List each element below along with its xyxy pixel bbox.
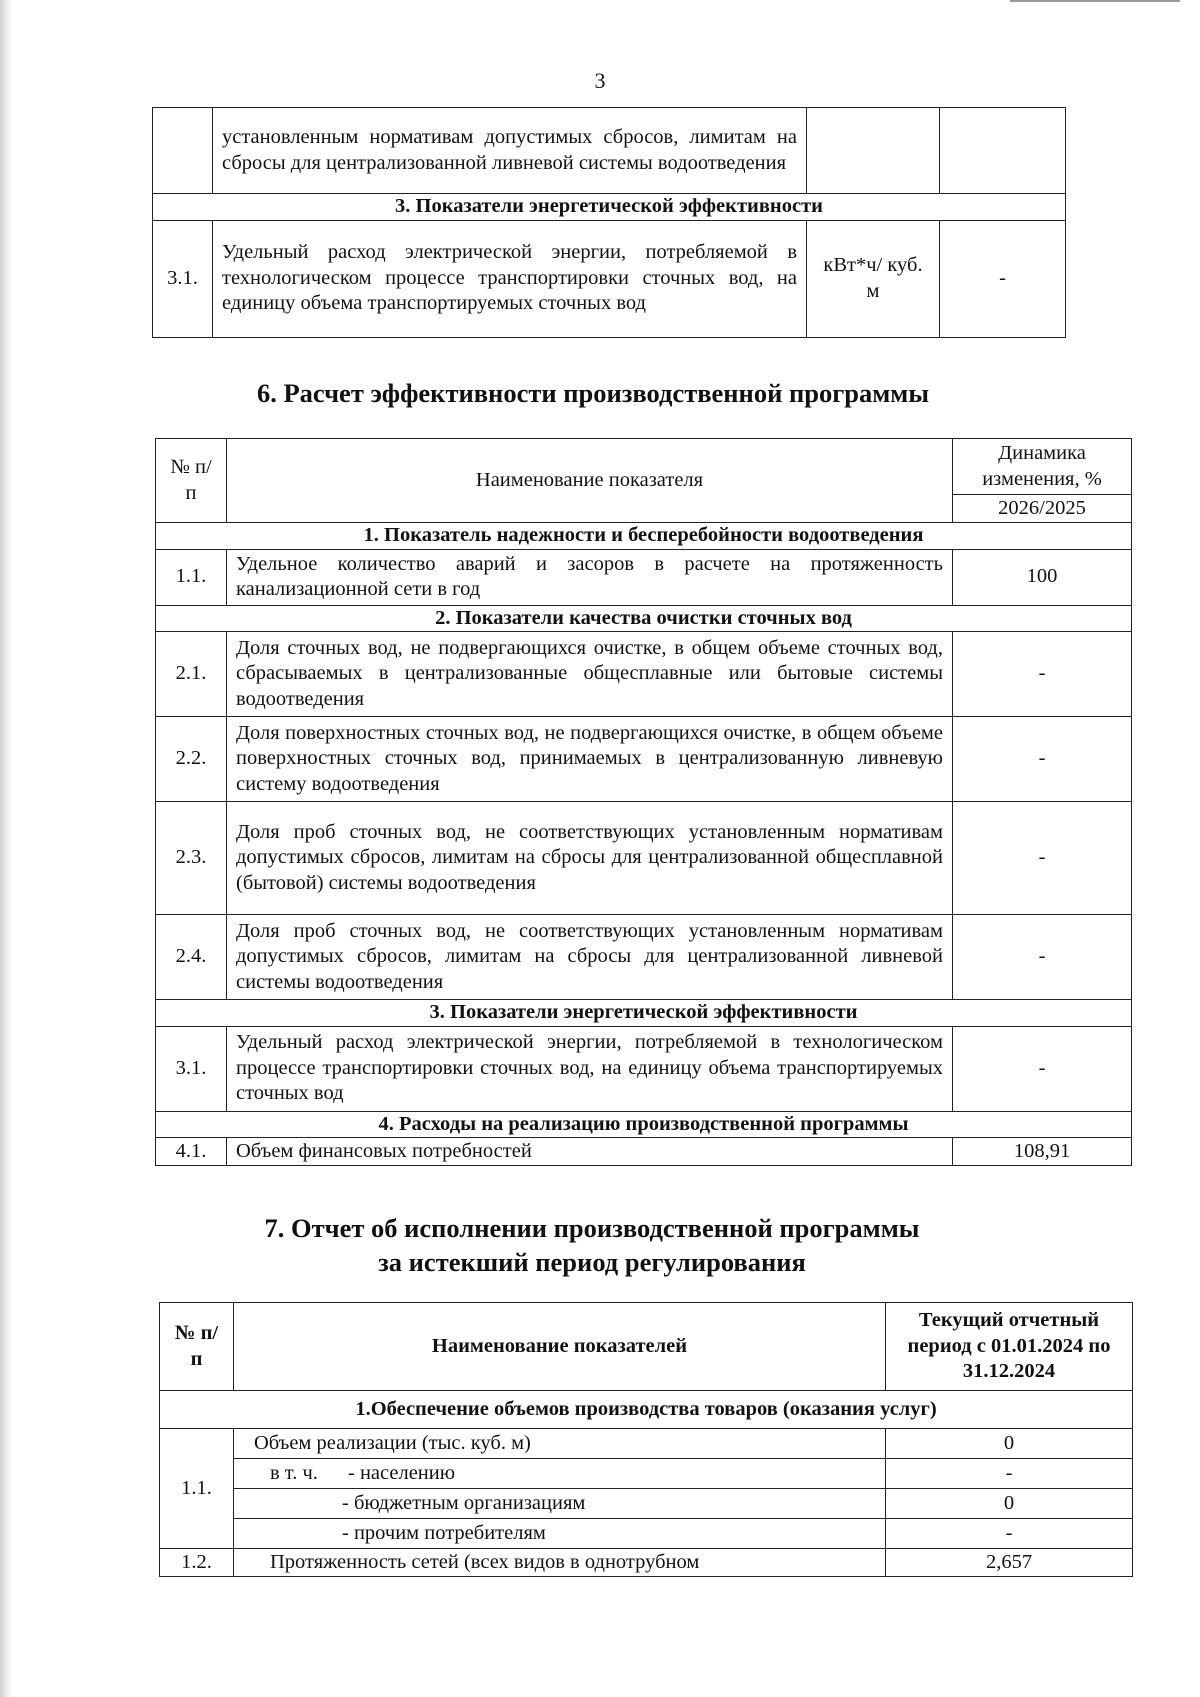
table-row xyxy=(156,802,1132,915)
scan-left-edge xyxy=(0,0,14,1697)
row-num: 1.1. xyxy=(156,549,227,605)
row-value: - xyxy=(953,1026,1132,1111)
section7-title-line1: 7. Отчет об исполнении производственной программы xyxy=(264,1213,920,1243)
row-text-cell: установленным нормативам допустимых сбросов, лимитам на сбросы для централизованной ливневой системы водоотведения xyxy=(213,108,807,194)
table-row xyxy=(156,632,1132,717)
row-num: 1.1. xyxy=(160,1429,234,1549)
item-label-cell xyxy=(234,1459,886,1489)
header-row xyxy=(160,1303,1133,1391)
row-value: 100 xyxy=(953,549,1132,605)
item-label: - бюджетным организациям xyxy=(234,1489,886,1519)
item-label: Объем реализации (тыс. куб. м) xyxy=(234,1429,886,1459)
row-num: 1.2. xyxy=(160,1549,234,1577)
row-unit: кВт*ч/ куб. м xyxy=(807,220,940,337)
row-text: Удельное количество аварий и засоров в расчете на протяженность канализационной сети в год xyxy=(227,549,953,605)
header-period: 2026/2025 xyxy=(953,495,1132,523)
group-header-row xyxy=(156,1111,1132,1138)
row-value: - xyxy=(953,632,1132,717)
item-label: - населению xyxy=(348,1461,456,1484)
group-header-row xyxy=(156,523,1132,550)
section7-title-line2: за истекший период регулирования xyxy=(378,1247,806,1277)
row-value: - xyxy=(953,717,1132,802)
group-title: 1.Обеспечение объемов производства товаров (оказания услуг) xyxy=(160,1391,1133,1429)
item-label: Протяженность сетей (всех видов в однотрубном xyxy=(234,1549,886,1577)
row-num: 2.4. xyxy=(156,915,227,1000)
row-text: Объем финансовых потребностей xyxy=(227,1138,953,1166)
row-num: 4.1. xyxy=(156,1138,227,1166)
table-row xyxy=(160,1459,1133,1489)
row-value-cell xyxy=(940,108,1066,194)
row-value: - xyxy=(940,220,1066,337)
header-num: № п/п xyxy=(156,439,227,523)
section6-title: 6. Расчет эффективности производственной программы xyxy=(256,378,930,408)
table-row xyxy=(153,108,1066,194)
item-value: - xyxy=(886,1519,1133,1549)
item-value: 0 xyxy=(886,1429,1133,1459)
header-num: № п/п xyxy=(160,1303,234,1391)
row-text: Доля проб сточных вод, не соответствующих установленным нормативам допустимых сбросов, лимитам на сбросы для централизованной общесплавной (бытовой) системы водоотведения xyxy=(227,802,953,915)
row-text: Удельный расход электрической энергии, потребляемой в технологическом процессе транспортировки сточных вод, на единицу объема транспортируемых сточных вод xyxy=(213,220,807,337)
group-header-row xyxy=(156,1000,1132,1027)
table-row xyxy=(160,1429,1133,1459)
table-section6 xyxy=(155,438,1132,1166)
group-header-row xyxy=(156,605,1132,632)
row-num: 2.1. xyxy=(156,632,227,717)
row-value: - xyxy=(953,915,1132,1000)
table-row xyxy=(160,1519,1133,1549)
table-row xyxy=(156,915,1132,1000)
row-num: 2.3. xyxy=(156,802,227,915)
table-row xyxy=(156,1138,1132,1166)
row-num: 3.1. xyxy=(156,1026,227,1111)
scan-corner-mark xyxy=(1010,0,1180,6)
table-row xyxy=(156,549,1132,605)
group-title: 1. Показатель надежности и бесперебойности водоотведения xyxy=(156,523,1132,550)
header-period: Текущий отчетный период с 01.01.2024 по 31.12.2024 xyxy=(886,1303,1133,1391)
table-row xyxy=(160,1489,1133,1519)
header-name: Наименование показателя xyxy=(227,439,953,523)
header-name: Наименование показателей xyxy=(234,1303,886,1391)
group-title: 3. Показатели энергетической эффективности xyxy=(156,1000,1132,1027)
group-title: 2. Показатели качества очистки сточных вод xyxy=(156,605,1132,632)
table-row xyxy=(153,220,1066,337)
row-text: Доля сточных вод, не подвергающихся очистке, в общем объеме сточных вод, сбрасываемых в централизованные общесплавные или бытовые системы водоотведения xyxy=(227,632,953,717)
row-num: 3.1. xyxy=(153,220,213,337)
item-value: 0 xyxy=(886,1489,1133,1519)
row-text: Удельный расход электрической энергии, потребляемой в технологическом процессе транспортировки сточных вод, на единицу объема транспортируемых сточных вод xyxy=(227,1026,953,1111)
group-header-row xyxy=(160,1391,1133,1429)
table-section7 xyxy=(159,1302,1133,1577)
row-unit-cell xyxy=(807,108,940,194)
table-row xyxy=(156,717,1132,802)
table-row xyxy=(160,1549,1133,1577)
table-row xyxy=(156,1026,1132,1111)
item-prefix: в т. ч. xyxy=(270,1461,318,1484)
header-dynamics: Динамика изменения, % xyxy=(953,439,1132,495)
group-title: 3. Показатели энергетической эффективности xyxy=(153,194,1066,221)
item-label: - прочим потребителям xyxy=(234,1519,886,1549)
item-value: - xyxy=(886,1459,1133,1489)
item-value: 2,657 xyxy=(886,1549,1133,1577)
page-number: 3 xyxy=(594,68,606,93)
row-value: 108,91 xyxy=(953,1138,1132,1166)
table-continuation xyxy=(152,107,1066,338)
row-text: Доля проб сточных вод, не соответствующих установленным нормативам допустимых сбросов, лимитам на сбросы для централизованной ливневой системы водоотведения xyxy=(227,915,953,1000)
group-title: 4. Расходы на реализацию производственной программы xyxy=(156,1111,1132,1138)
group-header-row xyxy=(153,194,1066,221)
row-text: Доля поверхностных сточных вод, не подвергающихся очистке, в общем объеме поверхностных сточных вод, принимаемых в централизованную ливневую систему водоотведения xyxy=(227,717,953,802)
row-num-cell xyxy=(153,108,213,194)
row-value: - xyxy=(953,802,1132,915)
row-num: 2.2. xyxy=(156,717,227,802)
header-row xyxy=(156,439,1132,495)
